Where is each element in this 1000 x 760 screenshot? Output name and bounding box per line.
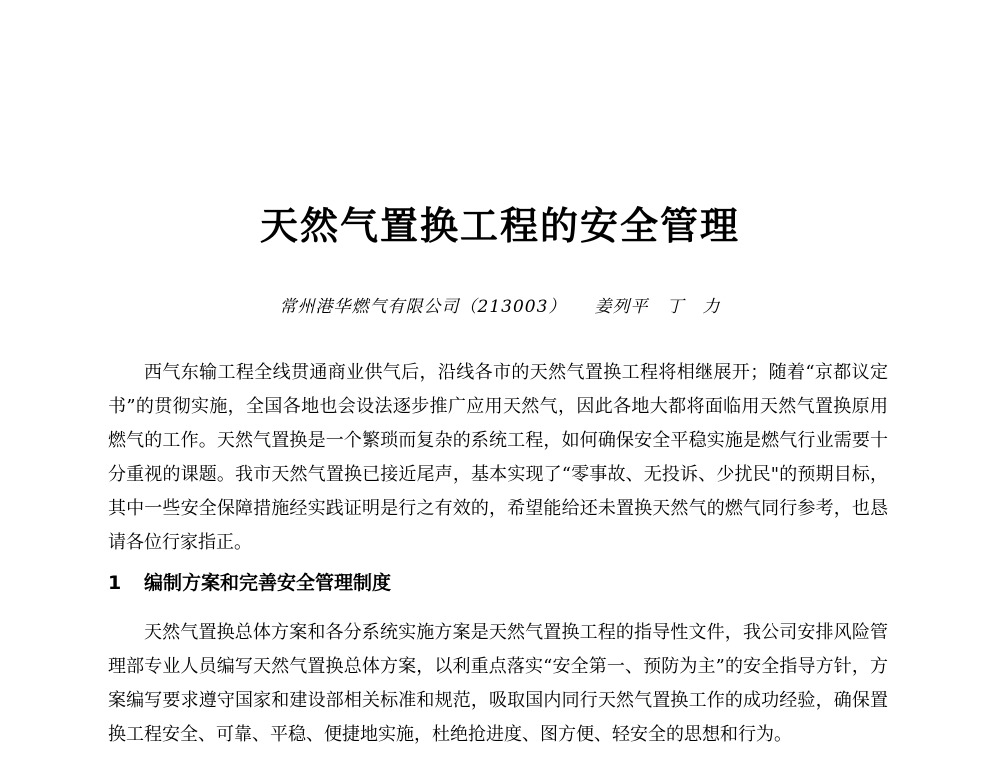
article-title: 天然气置换工程的安全管理 <box>259 203 740 248</box>
intro-paragraph: 西气东输工程全线贯通商业供气后，沿线各市的天然气置换工程将相继展开；随着“京都议定书”的贯彻实施，全国各地也会设法逐步推广应用天然气，因此各地大都将面临用天然气置换原用燃气的工作。天然气置换是一个繁琐而复杂的系统工程，如何确保安全平稳实施是燃气行业需要十分重视的课题。我市天然气置换已接近尾声，基本实现了“零事故、无投诉、少扰民"的预期目标，其中一些安全保障措施经实践证明是行之有效的，希望能给还未置换天然气的燃气同行参考，也恳请各位行家指正。 <box>108 362 888 553</box>
author-1: 姜列平 <box>594 297 649 317</box>
section-1-title: 编制方案和完善安全管理制度 <box>144 572 392 594</box>
section-1-number: 1 <box>108 572 122 594</box>
section-1-paragraph: 天然气置换总体方案和各分系统实施方案是天然气置换工程的指导性文件，我公司安排风险管理部专业人员编写天然气置换总体方案，以利重点落实“安全第一、预防为主”的安全指导方针，方案编写要求遵守国家和建设部相关标准和规范，吸取国内同行天然气置换工作的成功经验，确保置换工程安全、可靠、平稳、便捷地实施，杜绝抢进度、图方便、轻安全的思想和行为。 <box>108 622 888 745</box>
author-2: 丁 力 <box>666 297 721 317</box>
byline <box>0 292 1000 322</box>
section-1-heading <box>108 566 391 600</box>
affiliation: 常州港华燃气有限公司（213003） <box>279 297 567 317</box>
